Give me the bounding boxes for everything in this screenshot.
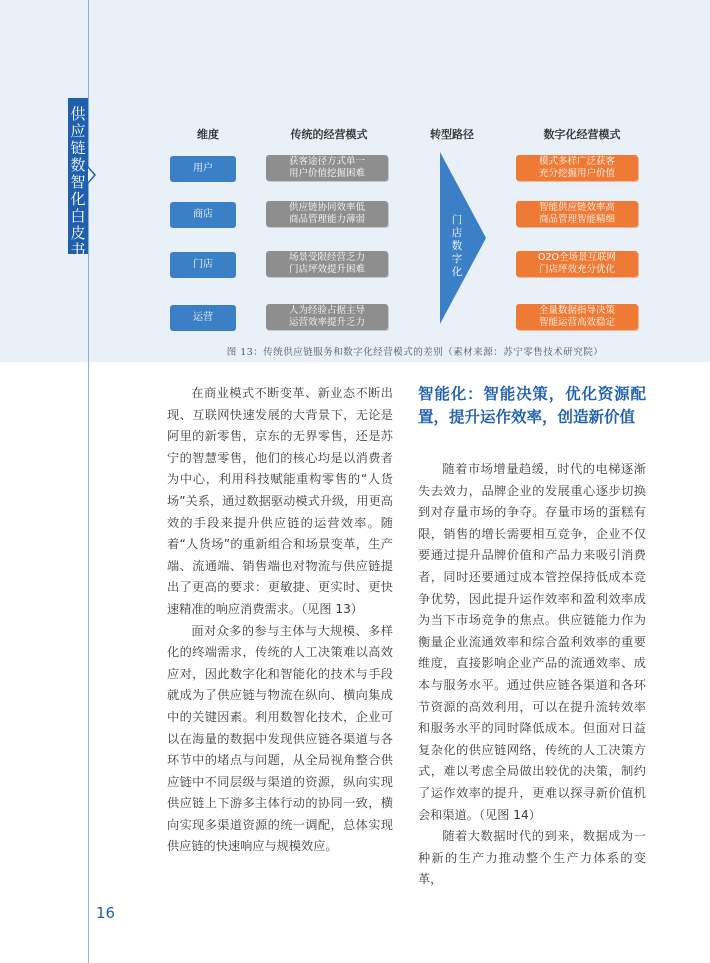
right-column xyxy=(418,383,646,891)
dimension-box: 商店 xyxy=(170,202,236,228)
header-path: 转型路径 xyxy=(430,128,474,141)
dimension-box: 运营 xyxy=(170,305,236,331)
comparison-diagram xyxy=(160,118,670,358)
dimension-box: 用户 xyxy=(170,156,236,182)
figure-caption: 图 13：传统供应链服务和数字化经营模式的差别（素材来源：苏宁零售技术研究院） xyxy=(226,347,604,358)
traditional-box: 人为经验占据主导 运营效率提升乏力 xyxy=(266,304,388,330)
page-number: 16 xyxy=(96,904,116,922)
section-heading: 智能化：智能决策，优化资源配置，提升运作效率，创造新价值 xyxy=(418,385,646,426)
margin-rule xyxy=(88,0,89,963)
traditional-box: 获客途径方式单一 用户价值挖掘困难 xyxy=(266,155,388,181)
side-tab-title: 供应链数智化白皮书 xyxy=(68,98,88,254)
digital-box: O2O全场景互联网 门店坪效充分优化 xyxy=(516,251,638,277)
dimension-box: 门店 xyxy=(170,252,236,278)
digital-box: 智能供应链效率高 商品管理智能精细 xyxy=(516,201,638,227)
header-dimension: 维度 xyxy=(197,128,219,141)
paragraph: 随着大数据时代的到来，数据成为一种新的生产力推动整个生产力体系的变革， xyxy=(418,829,646,887)
traditional-box: 供应链协同效率低 商品管理能力薄弱 xyxy=(266,201,388,227)
path-label: 门店数字化 xyxy=(451,214,463,278)
paragraph: 随着市场增量趋缓，时代的电梯逐渐失去效力，品牌企业的发展重心逐步切换到对存量市场的争夺。存量市场的蛋糕有限，销售的增长需要相互竞争，企业不仅要通过提升品牌价值和产品力来吸引消费者，同时还要通过成本管控保持低成本竞争优势，因此提升运作效率和盈利效率成为当下市场竞争的焦点。供应链能力作为衡量企业流通效率和综合盈利效率的重要维度，直接影响企业产品的流通效率、成本与服务水平。通过供应链各渠道和各环节资源的高效利用，可以在提升流转效率和服务水平的同时降低成本。但面对日益复杂化的供应链网络，传统的人工决策方式，难以考虑全局做出较优的决策，制约了运作效率的提升，更难以探寻新价值机会和渠道。（见图 14） xyxy=(418,462,646,822)
paragraph: 在商业模式不断变革、新业态不断出现、互联网快速发展的大背景下，无论是阿里的新零售，京东的无界零售，还是苏宁的智慧零售，他们的核心均是以消费者为中心，利用科技赋能重构零售的“人货场”关系，通过数据驱动模式升级，用更高效的手段来提升供应链的运营效率。随着“人货场”的重新组合和场景变革，生产端、流通端、销售端也对物流与供应链提出了更高的要求：更敏捷、更实时、更快速精准的响应消费需求。（见图 13） xyxy=(167,386,393,616)
side-tab-pointer-inner xyxy=(88,168,94,182)
digital-box: 模式多样广泛获客 充分挖掘用户价值 xyxy=(516,155,638,181)
header-digital: 数字化经营模式 xyxy=(543,128,621,141)
left-column xyxy=(167,383,393,858)
paragraph: 面对众多的参与主体与大规模、多样化的终端需求，传统的人工决策难以高效应对，因此数字化和智能化的技术与手段就成为了供应链与物流在纵向、横向集成中的关键因素。利用数智化技术，企业可以在海量的数据中发现供应链各渠道与各环节中的堵点与问题，从全局视角整合供应链中不同层级与渠道的资源，纵向实现供应链上下游多主体行动的协同一致，横向实现多渠道资源的统一调配，总体实现供应链的快速响应与规模效应。 xyxy=(167,623,393,854)
traditional-box: 场景受限经营乏力 门店坪效提升困难 xyxy=(266,251,388,277)
header-traditional: 传统的经营模式 xyxy=(290,128,368,141)
digital-box: 全量数据指导决策 智能运营高效稳定 xyxy=(516,304,638,330)
